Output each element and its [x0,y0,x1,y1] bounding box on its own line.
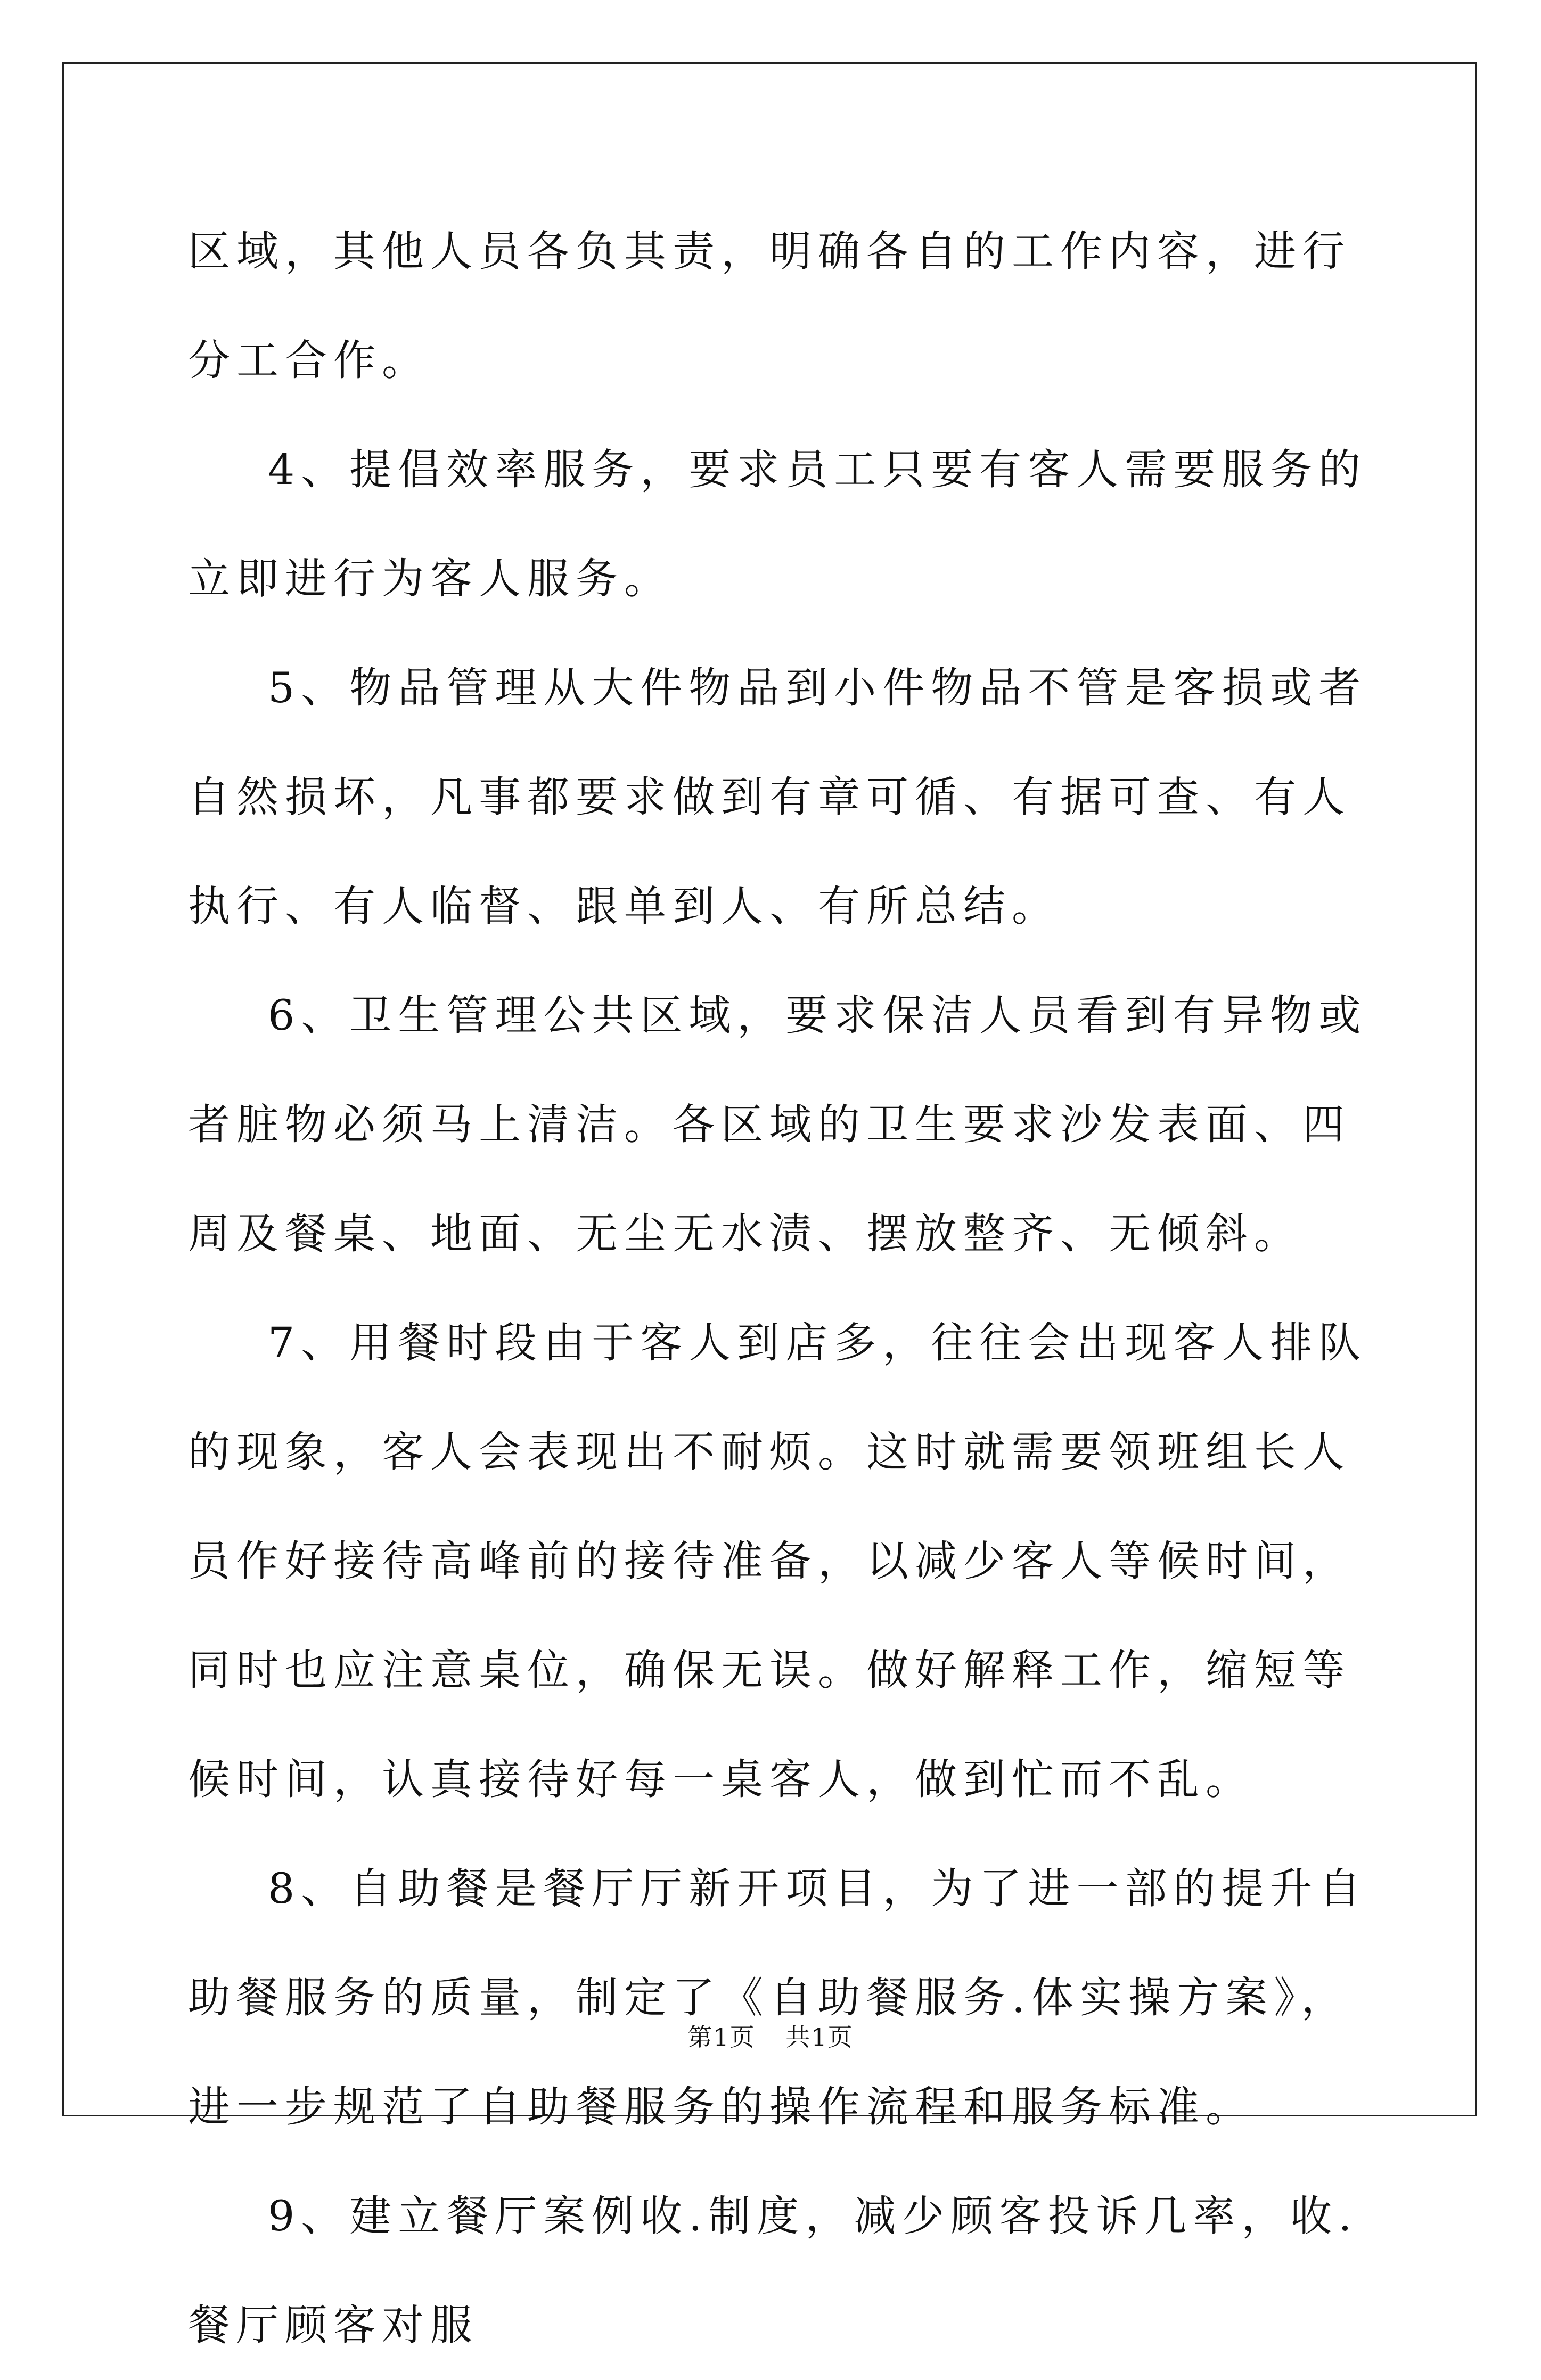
paragraph-continuation: 区域，其他人员各负其责，明确各自的工作内容，进行分工合作。 [188,227,1351,385]
paragraph-item-7: 7、用餐时段由于客人到店多，往往会出现客人排队的现象，客人会表现出不耐烦。这时就需要领班组长人员作好接待高峰前的接待准备，以减少客人等候时间，同时也应注意桌位，确保无误。做好解释工作，缩短等候时间，认真接待好每一桌客人，做到忙而不乱。 [188,1318,1367,1804]
page-number: 第1页 [687,2023,756,2051]
paragraph-item-8: 8、自助餐是餐厅厅新开项目，为了进一部的提升自助餐服务的质量，制定了《自助餐服务.体实操方案》，进一步规范了自助餐服务的操作流程和服务标准。 [188,1864,1367,2131]
page-total: 共1页 [785,2023,854,2051]
paragraph-item-4: 4、提倡效率服务，要求员工只要有客人需要服务的立即进行为客人服务。 [188,445,1367,603]
paragraph-item-9: 9、建立餐厅案例收.制度，减少顾客投诉几率，收.餐厅顾客对服 [188,2192,1358,2350]
paragraph-item-5: 5、物品管理从大件物品到小件物品不管是客损或者自然损坏，凡事都要求做到有章可循、有据可查、有人执行、有人临督、跟单到人、有所总结。 [188,663,1367,931]
paragraph-item-6: 6、卫生管理公共区域，要求保洁人员看到有异物或者脏物必须马上清洁。各区域的卫生要求沙发表面、四周及餐桌、地面、无尘无水渍、摆放整齐、无倾斜。 [188,991,1367,1258]
page-footer [0,2018,1541,2053]
